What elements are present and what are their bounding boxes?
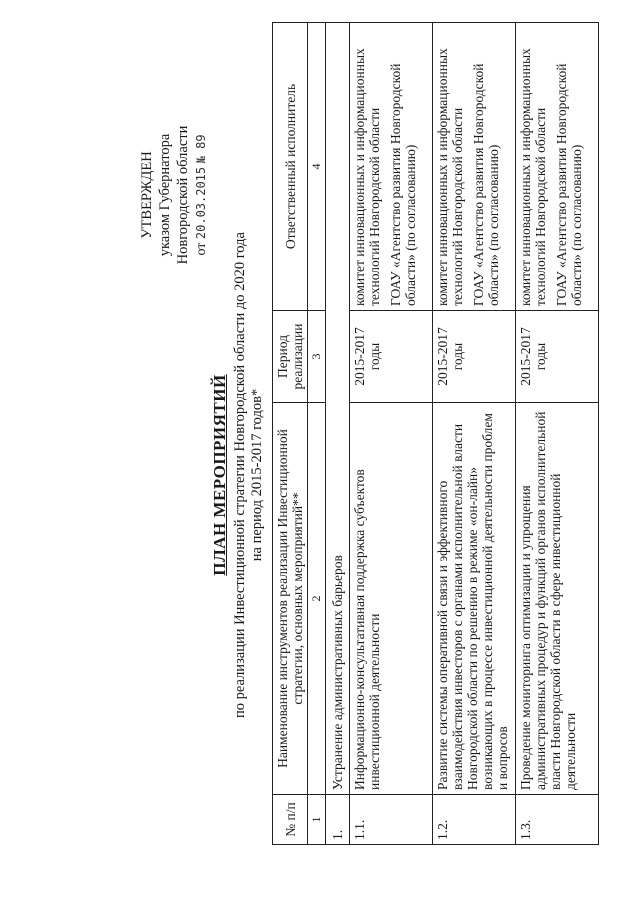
executor-agency: ГОАУ «Агентство развития Новгородской области» (по согласованию) bbox=[471, 63, 501, 306]
row-period: 2015-2017 годы bbox=[433, 311, 516, 403]
row-executor bbox=[433, 23, 516, 311]
approval-status: УТВЕРЖДЕН bbox=[139, 151, 155, 239]
document-subtitle-1: по реализации Инвестиционной стратегии Новгородской области до 2020 года bbox=[232, 232, 248, 718]
plan-table bbox=[272, 22, 599, 845]
approval-line-2: Новгородской области bbox=[175, 125, 191, 265]
row-number: 1.3. bbox=[516, 795, 599, 845]
row-name: Развитие системы оперативной связи и эффективного взаимодействия инвесторов с органами исполнительной власти Новгородской области по решению в режиме «он-лайн» возникающих в процессе инвестиционной деятельности проблем и вопросов bbox=[433, 403, 516, 795]
executor-committee: комитет инновационных и информационных технологий Новгородской области bbox=[352, 48, 382, 306]
document-title: ПЛАН МЕРОПРИЯТИЙ bbox=[210, 374, 229, 576]
decree-number: № 89 bbox=[194, 134, 208, 164]
section-number: 1. bbox=[326, 795, 350, 845]
executor-committee: комитет инновационных и информационных технологий Новгородской области bbox=[435, 48, 465, 306]
row-number: 1.2. bbox=[433, 795, 516, 845]
column-number: 1 bbox=[308, 795, 326, 845]
row-name: Информационно-консультативная поддержка субъектов инвестиционной деятельности bbox=[350, 403, 433, 795]
column-number: 3 bbox=[308, 311, 326, 403]
decree-date-prefix: от bbox=[194, 242, 209, 256]
column-number: 4 bbox=[308, 23, 326, 311]
approval-line-1: указом Губернатора bbox=[157, 133, 173, 257]
table-row bbox=[516, 23, 599, 845]
section-row bbox=[326, 23, 350, 845]
row-executor bbox=[516, 23, 599, 311]
decree-date-line bbox=[192, 75, 211, 315]
column-number-row bbox=[308, 23, 326, 845]
table-row bbox=[433, 23, 516, 845]
document-subtitle-2: на период 2015-2017 годов* bbox=[249, 388, 265, 562]
executor-agency: ГОАУ «Агентство развития Новгородской области» (по согласованию) bbox=[388, 63, 418, 306]
row-name: Проведение мониторинга оптимизации и упрощения административных процедур и функций органов исполнительной власти Новгородской области в сфере инвестиционной деятельности bbox=[516, 403, 599, 795]
table-header-row bbox=[273, 23, 308, 845]
header-name: Наименование инструментов реализации Инвестиционной стратегии, основных мероприятий** bbox=[273, 403, 308, 795]
section-title: Устранение административных барьеров bbox=[326, 23, 350, 795]
decree-date: 20.03.2015 bbox=[194, 166, 208, 240]
row-number: 1.1. bbox=[350, 795, 433, 845]
row-period: 2015-2017 годы bbox=[516, 311, 599, 403]
approval-stamp bbox=[138, 75, 211, 315]
document-heading bbox=[210, 195, 266, 755]
header-number: № п/п bbox=[273, 795, 308, 845]
column-number: 2 bbox=[308, 403, 326, 795]
header-executor: Ответственный исполнитель bbox=[273, 23, 308, 311]
executor-agency: ГОАУ «Агентство развития Новгородской области» (по согласованию) bbox=[554, 63, 584, 306]
row-executor bbox=[350, 23, 433, 311]
row-period: 2015-2017 годы bbox=[350, 311, 433, 403]
executor-committee: комитет инновационных и информационных технологий Новгородской области bbox=[518, 48, 548, 306]
header-period: Период реализации bbox=[273, 311, 308, 403]
table-row bbox=[350, 23, 433, 845]
